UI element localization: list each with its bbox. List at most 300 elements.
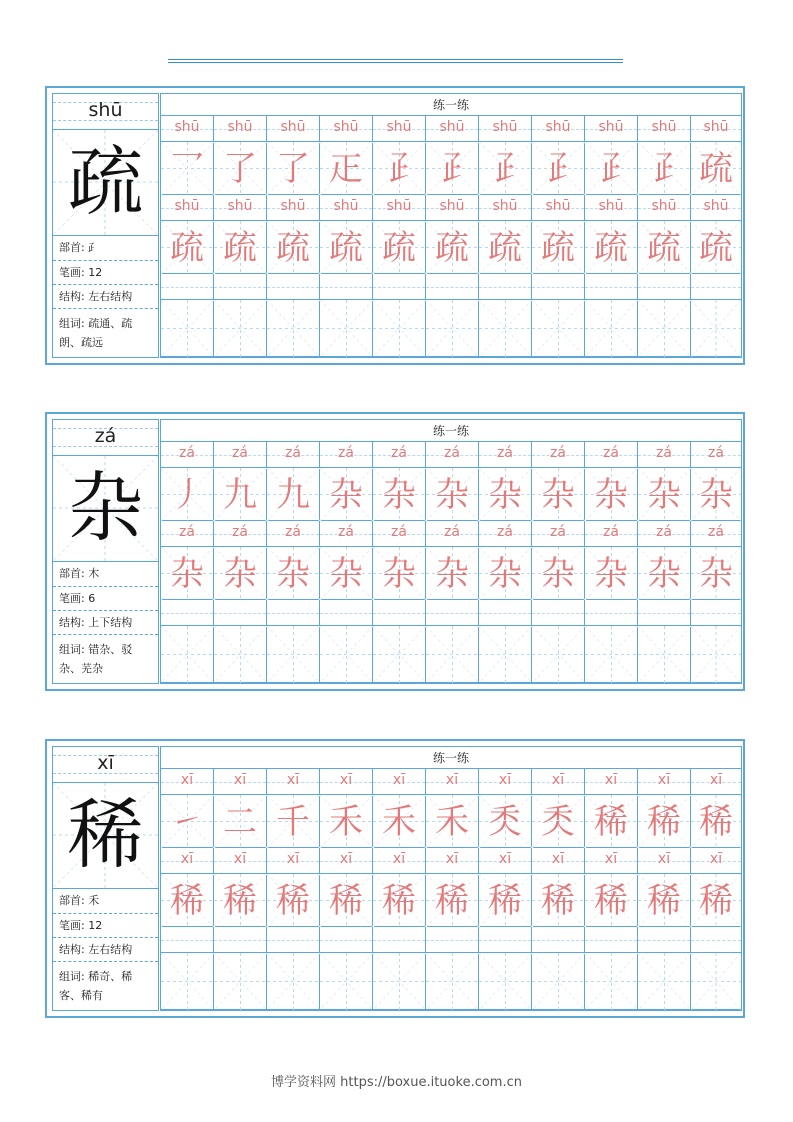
stroke-step-char: 九 [276, 475, 310, 515]
pinyin-cell: zá [532, 442, 585, 468]
blank-pinyin-cell[interactable] [585, 927, 638, 953]
words-row: 组词: 疏通、疏朗、疏远 [59, 317, 133, 349]
radical-row: 部首: 禾 [53, 889, 158, 914]
blank-pinyin-cell[interactable] [214, 927, 267, 953]
pinyin-cell: xī [161, 769, 214, 795]
trace-cell [161, 468, 214, 521]
stroke-step-char: 杂 [594, 475, 628, 515]
pinyin-cell: zá [585, 442, 638, 468]
pinyin-cell: shū [691, 195, 741, 221]
grid-row-step [161, 142, 741, 195]
blank-pinyin-cell[interactable] [214, 274, 267, 300]
pinyin-cell: shū [320, 195, 373, 221]
blank-pinyin-cell[interactable] [320, 927, 373, 953]
grid-row-empty [161, 300, 741, 357]
grid-row-py [161, 521, 741, 547]
trace-char: 稀 [541, 881, 575, 921]
trace-cell [691, 874, 741, 927]
trace-cell [479, 142, 532, 195]
blank-pinyin-cell[interactable] [691, 600, 741, 626]
trace-cell [426, 221, 479, 274]
trace-cell [214, 874, 267, 927]
grid-row-blank [161, 600, 741, 626]
stroke-step-char: 杂 [647, 475, 681, 515]
radical-value: 禾 [88, 894, 100, 907]
pinyin-cell: xī [691, 769, 741, 795]
blank-pinyin-cell[interactable] [532, 600, 585, 626]
blank-pinyin-cell[interactable] [214, 600, 267, 626]
pinyin-cell: xī [267, 769, 320, 795]
blank-writing-cell[interactable] [479, 953, 532, 1010]
pinyin-cell: xī [214, 769, 267, 795]
pinyin-cell: shū [532, 116, 585, 142]
blank-pinyin-cell[interactable] [479, 274, 532, 300]
char-info-panel [52, 746, 159, 1011]
blank-pinyin-cell[interactable] [161, 274, 214, 300]
blank-pinyin-cell[interactable] [691, 274, 741, 300]
pinyin-cell: shū [638, 116, 691, 142]
blank-writing-cell[interactable] [214, 300, 267, 357]
trace-cell [320, 547, 373, 600]
stroke-step-char: 秂 [488, 802, 522, 842]
blank-pinyin-cell[interactable] [161, 600, 214, 626]
trace-cell [373, 547, 426, 600]
strokes-row: 笔画: 6 [53, 587, 158, 611]
pinyin-cell: zá [479, 442, 532, 468]
blank-pinyin-cell[interactable] [320, 274, 373, 300]
blank-writing-cell[interactable] [161, 953, 214, 1010]
grid-row-py [161, 442, 741, 468]
blank-pinyin-cell[interactable] [426, 927, 479, 953]
header-rule-top [168, 59, 623, 60]
strokes-row: 笔画: 12 [53, 261, 158, 285]
pinyin-cell: zá [532, 521, 585, 547]
blank-pinyin-cell[interactable] [532, 274, 585, 300]
pinyin-cell: shū [161, 116, 214, 142]
blank-writing-cell[interactable] [638, 626, 691, 683]
trace-char: 稀 [488, 881, 522, 921]
words-value: 稀奇、稀客、稀有 [59, 970, 133, 1002]
pinyin-cell: shū [214, 195, 267, 221]
trace-char: 稀 [382, 881, 416, 921]
blank-pinyin-cell[interactable] [426, 274, 479, 300]
pinyin-cell: shū [373, 116, 426, 142]
blank-writing-cell[interactable] [585, 953, 638, 1010]
pinyin-cell: zá [214, 521, 267, 547]
pinyin-cell: shū [426, 116, 479, 142]
pinyin-cell: zá [320, 442, 373, 468]
stroke-step-char: 千 [276, 802, 310, 842]
char-info-panel [52, 419, 159, 684]
trace-char: 杂 [435, 554, 469, 594]
structure-value: 左右结构 [88, 943, 133, 956]
pinyin-cell: shū [479, 116, 532, 142]
stroke-step-char: 杂 [435, 475, 469, 515]
pinyin-cell: shū [426, 195, 479, 221]
trace-cell [532, 795, 585, 848]
pinyin-cell: zá [320, 521, 373, 547]
stroke-step-char: 禾 [382, 802, 416, 842]
blank-writing-cell[interactable] [161, 300, 214, 357]
blank-writing-cell[interactable] [585, 626, 638, 683]
stroke-step-char: 𤴓 [329, 149, 363, 189]
main-char: 疏 [67, 137, 144, 226]
practice-card [45, 739, 745, 1018]
footer-source: 博学资料网 https://boxue.ituoke.com.cn [271, 1075, 522, 1090]
pinyin-cell: shū [373, 195, 426, 221]
trace-cell [585, 795, 638, 848]
blank-writing-cell[interactable] [638, 953, 691, 1010]
trace-cell [373, 142, 426, 195]
pinyin-cell: shū [320, 116, 373, 142]
structure-row: 结构: 上下结构 [53, 611, 158, 635]
blank-writing-cell[interactable] [214, 626, 267, 683]
practice-card [45, 412, 745, 691]
trace-cell [691, 547, 741, 600]
stroke-step-char: 禾 [329, 802, 363, 842]
trace-cell [320, 221, 373, 274]
pinyin-box [53, 747, 158, 783]
blank-writing-cell[interactable] [585, 300, 638, 357]
trace-char: 杂 [541, 554, 575, 594]
stroke-step-char: 𤴔 [594, 149, 628, 189]
trace-cell [426, 142, 479, 195]
pinyin-cell: zá [267, 442, 320, 468]
trace-cell [320, 142, 373, 195]
trace-cell [426, 795, 479, 848]
main-char: 稀 [67, 790, 144, 879]
trace-char: 稀 [170, 881, 204, 921]
blank-writing-cell[interactable] [691, 953, 741, 1010]
blank-pinyin-cell[interactable] [532, 927, 585, 953]
pinyin-cell: zá [214, 442, 267, 468]
strokes-value: 12 [88, 919, 103, 932]
pinyin-cell: shū [267, 116, 320, 142]
practice-grid [160, 419, 742, 684]
grid-row-blank [161, 274, 741, 300]
blank-pinyin-cell[interactable] [267, 274, 320, 300]
blank-pinyin-cell[interactable] [638, 274, 691, 300]
pinyin-text: xī [97, 752, 114, 774]
blank-pinyin-cell[interactable] [373, 274, 426, 300]
trace-cell [691, 142, 741, 195]
stroke-step-char: 了 [223, 149, 257, 189]
stroke-step-char: 𤴔 [541, 149, 575, 189]
trace-cell [532, 221, 585, 274]
trace-char: 疏 [170, 228, 204, 268]
blank-pinyin-cell[interactable] [638, 600, 691, 626]
blank-writing-cell[interactable] [426, 953, 479, 1010]
stroke-step-char: 杂 [488, 475, 522, 515]
trace-cell [373, 468, 426, 521]
pinyin-cell: zá [426, 521, 479, 547]
blank-pinyin-cell[interactable] [373, 600, 426, 626]
blank-writing-cell[interactable] [320, 300, 373, 357]
trace-char: 稀 [276, 881, 310, 921]
blank-pinyin-cell[interactable] [479, 927, 532, 953]
blank-pinyin-cell[interactable] [267, 600, 320, 626]
radical-row: 部首: ⺪ [53, 236, 158, 261]
trace-char: 稀 [594, 881, 628, 921]
trace-cell [585, 221, 638, 274]
trace-cell [320, 468, 373, 521]
main-char: 杂 [67, 463, 144, 552]
trace-cell [373, 874, 426, 927]
grid-row-py [161, 769, 741, 795]
blank-writing-cell[interactable] [426, 626, 479, 683]
blank-writing-cell[interactable] [479, 626, 532, 683]
stroke-step-char: 𤴔 [435, 149, 469, 189]
pinyin-cell: shū [214, 116, 267, 142]
blank-writing-cell[interactable] [532, 300, 585, 357]
grid-row-step [161, 795, 741, 848]
blank-writing-cell[interactable] [479, 300, 532, 357]
trace-char: 稀 [223, 881, 257, 921]
blank-writing-cell[interactable] [426, 300, 479, 357]
pinyin-cell: zá [638, 442, 691, 468]
structure-value: 左右结构 [88, 290, 133, 303]
trace-cell [532, 874, 585, 927]
trace-cell [585, 547, 638, 600]
trace-char: 疏 [329, 228, 363, 268]
pinyin-cell: xī [267, 848, 320, 874]
pinyin-cell: xī [691, 848, 741, 874]
stroke-step-char: 乛 [170, 149, 204, 189]
trace-cell [267, 468, 320, 521]
trace-cell [638, 795, 691, 848]
blank-writing-cell[interactable] [373, 626, 426, 683]
trace-cell [585, 874, 638, 927]
blank-pinyin-cell[interactable] [585, 600, 638, 626]
trace-cell [161, 142, 214, 195]
trace-char: 疏 [382, 228, 416, 268]
blank-pinyin-cell[interactable] [161, 927, 214, 953]
trace-cell [161, 547, 214, 600]
structure-value: 上下结构 [88, 616, 133, 629]
stroke-step-char: 丿 [170, 475, 204, 515]
trace-cell [638, 874, 691, 927]
trace-char: 疏 [223, 228, 257, 268]
trace-char: 杂 [223, 554, 257, 594]
pinyin-cell: xī [479, 848, 532, 874]
stroke-step-char: 𤴔 [488, 149, 522, 189]
blank-writing-cell[interactable] [161, 626, 214, 683]
grid-row-py [161, 195, 741, 221]
main-char-box [53, 130, 158, 236]
pinyin-cell: zá [267, 521, 320, 547]
trace-cell [479, 874, 532, 927]
trace-cell [532, 468, 585, 521]
pinyin-cell: shū [161, 195, 214, 221]
pinyin-cell: xī [426, 848, 479, 874]
blank-pinyin-cell[interactable] [479, 600, 532, 626]
blank-pinyin-cell[interactable] [320, 600, 373, 626]
stroke-step-char: 稀 [699, 802, 733, 842]
stroke-step-char: 疏 [699, 149, 733, 189]
trace-char: 疏 [647, 228, 681, 268]
grid-row-py [161, 116, 741, 142]
trace-cell [267, 142, 320, 195]
blank-writing-cell[interactable] [267, 953, 320, 1010]
practice-title: 练一练 [161, 94, 741, 116]
stroke-step-char: 杂 [382, 475, 416, 515]
trace-cell [638, 547, 691, 600]
trace-char: 疏 [541, 228, 575, 268]
stroke-step-char: 𤴔 [647, 149, 681, 189]
trace-char: 疏 [276, 228, 310, 268]
blank-pinyin-cell[interactable] [373, 927, 426, 953]
pinyin-cell: zá [426, 442, 479, 468]
words-value: 疏通、疏朗、疏远 [59, 317, 133, 349]
practice-title: 练一练 [161, 747, 741, 769]
blank-writing-cell[interactable] [638, 300, 691, 357]
trace-cell [373, 795, 426, 848]
main-char-box [53, 783, 158, 889]
grid-row-full [161, 221, 741, 274]
words-value: 错杂、驳杂、芜杂 [59, 643, 133, 675]
trace-cell [479, 221, 532, 274]
pinyin-cell: zá [373, 442, 426, 468]
trace-cell [691, 221, 741, 274]
trace-char: 疏 [699, 228, 733, 268]
trace-cell [638, 221, 691, 274]
stroke-step-char: 稀 [594, 802, 628, 842]
trace-char: 稀 [329, 881, 363, 921]
trace-char: 疏 [435, 228, 469, 268]
pinyin-cell: zá [161, 442, 214, 468]
blank-writing-cell[interactable] [320, 626, 373, 683]
radical-value: 木 [88, 567, 100, 580]
structure-row: 结构: 左右结构 [53, 938, 158, 962]
pinyin-cell: xī [373, 769, 426, 795]
trace-cell [426, 468, 479, 521]
trace-char: 杂 [488, 554, 522, 594]
words-row: 组词: 稀奇、稀客、稀有 [59, 970, 133, 1002]
structure-row: 结构: 左右结构 [53, 285, 158, 309]
blank-pinyin-cell[interactable] [426, 600, 479, 626]
practice-grid [160, 93, 742, 358]
trace-cell [426, 874, 479, 927]
pinyin-box [53, 420, 158, 456]
blank-writing-cell[interactable] [214, 953, 267, 1010]
stroke-step-char: 杂 [329, 475, 363, 515]
blank-writing-cell[interactable] [267, 626, 320, 683]
trace-char: 杂 [382, 554, 416, 594]
trace-cell [214, 795, 267, 848]
radical-row: 部首: 木 [53, 562, 158, 587]
stroke-step-char: 秂 [541, 802, 575, 842]
stroke-step-char: 杂 [699, 475, 733, 515]
pinyin-cell: xī [638, 848, 691, 874]
pinyin-cell: shū [691, 116, 741, 142]
practice-title: 练一练 [161, 420, 741, 442]
pinyin-cell: xī [373, 848, 426, 874]
grid-row-full [161, 874, 741, 927]
blank-pinyin-cell[interactable] [585, 274, 638, 300]
stroke-step-char: 九 [223, 475, 257, 515]
trace-cell [267, 221, 320, 274]
trace-char: 杂 [594, 554, 628, 594]
blank-writing-cell[interactable] [373, 300, 426, 357]
trace-cell [585, 468, 638, 521]
trace-char: 稀 [647, 881, 681, 921]
blank-writing-cell[interactable] [320, 953, 373, 1010]
blank-pinyin-cell[interactable] [638, 927, 691, 953]
trace-char: 稀 [435, 881, 469, 921]
pinyin-cell: zá [479, 521, 532, 547]
blank-pinyin-cell[interactable] [267, 927, 320, 953]
blank-pinyin-cell[interactable] [691, 927, 741, 953]
stroke-step-char: 𤴔 [382, 149, 416, 189]
main-char-box [53, 456, 158, 562]
blank-writing-cell[interactable] [691, 300, 741, 357]
practice-card [45, 86, 745, 365]
blank-writing-cell[interactable] [691, 626, 741, 683]
stroke-step-char: 禾 [435, 802, 469, 842]
trace-cell [373, 221, 426, 274]
pinyin-cell: xī [532, 769, 585, 795]
pinyin-cell: shū [585, 195, 638, 221]
pinyin-cell: xī [479, 769, 532, 795]
strokes-value: 6 [88, 592, 96, 605]
grid-row-full [161, 547, 741, 600]
header-rule-bottom [168, 62, 623, 63]
pinyin-text: zá [94, 425, 117, 447]
blank-writing-cell[interactable] [267, 300, 320, 357]
pinyin-cell: shū [585, 116, 638, 142]
trace-cell [214, 547, 267, 600]
grid-row-empty [161, 626, 741, 683]
pinyin-cell: xī [426, 769, 479, 795]
trace-char: 疏 [488, 228, 522, 268]
trace-char: 稀 [699, 881, 733, 921]
pinyin-cell: shū [267, 195, 320, 221]
trace-cell [214, 221, 267, 274]
stroke-step-char: 了 [276, 149, 310, 189]
grid-row-py [161, 848, 741, 874]
trace-cell [638, 142, 691, 195]
blank-writing-cell[interactable] [532, 626, 585, 683]
trace-char: 杂 [276, 554, 310, 594]
trace-cell [267, 874, 320, 927]
pinyin-cell: zá [161, 521, 214, 547]
pinyin-cell: zá [638, 521, 691, 547]
blank-writing-cell[interactable] [373, 953, 426, 1010]
trace-cell [320, 795, 373, 848]
trace-cell [426, 547, 479, 600]
pinyin-cell: xī [161, 848, 214, 874]
stroke-step-char: 稀 [647, 802, 681, 842]
trace-cell [532, 547, 585, 600]
trace-cell [320, 874, 373, 927]
grid-row-step [161, 468, 741, 521]
pinyin-text: shū [88, 99, 123, 121]
pinyin-cell: xī [214, 848, 267, 874]
trace-cell [479, 468, 532, 521]
blank-writing-cell[interactable] [532, 953, 585, 1010]
pinyin-cell: zá [373, 521, 426, 547]
trace-cell [479, 547, 532, 600]
trace-char: 杂 [329, 554, 363, 594]
trace-cell [638, 468, 691, 521]
trace-char: 疏 [594, 228, 628, 268]
trace-cell [161, 795, 214, 848]
words-row: 组词: 错杂、驳杂、芜杂 [59, 643, 133, 675]
pinyin-cell: xī [320, 848, 373, 874]
practice-grid [160, 746, 742, 1011]
trace-cell [532, 142, 585, 195]
trace-cell [214, 142, 267, 195]
